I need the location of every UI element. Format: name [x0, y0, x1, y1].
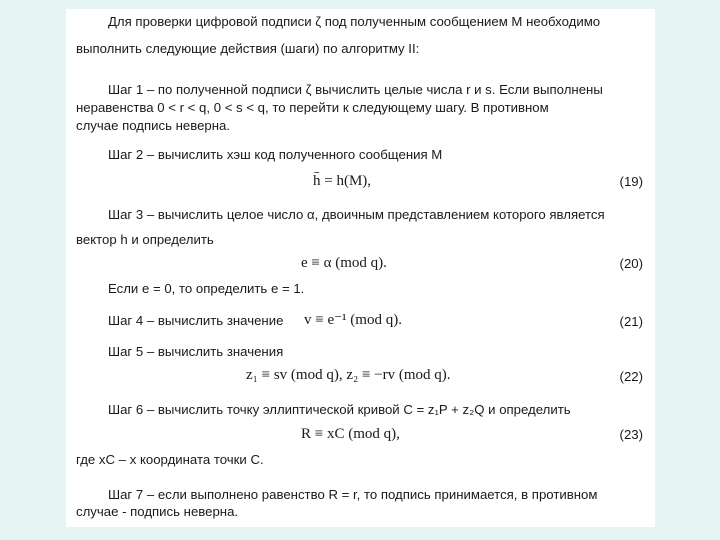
formula-19: h̄ = h(M),: [313, 173, 372, 189]
equation-number-23: (23): [619, 427, 643, 442]
equation-number-21: (21): [619, 314, 643, 329]
step3-line-1: Шаг 3 – вычислить целое число α, двоичным представлением которого является: [108, 207, 605, 222]
step6-text: Шаг 6 – вычислить точку эллиптической кривой C = z₁P + z₂Q и определить: [108, 402, 571, 417]
formula-23: R ≡ xC (mod q),: [301, 426, 400, 442]
formula-20: e ≡ α (mod q).: [301, 255, 387, 271]
formula-21: v ≡ e⁻¹ (mod q).: [304, 312, 402, 328]
document-page: [66, 9, 655, 527]
step1-line-2: неравенства 0 < r < q, 0 < s < q, то перейти к следующему шагу. В противном: [76, 100, 549, 115]
formula-22: z₁ ≡ sv (mod q), z₂ ≡ −rv (mod q).: [246, 367, 451, 383]
equation-number-22: (22): [619, 369, 643, 384]
step7-line-2: случае - подпись неверна.: [76, 504, 239, 519]
step1-line-3: случае подпись неверна.: [76, 118, 231, 133]
step3-note: Если e = 0, то определить e = 1.: [108, 281, 305, 296]
equation-number-20: (20): [619, 256, 643, 271]
step1-line-1: Шаг 1 – по полученной подписи ζ вычислить целые числа r и s. Если выполнены: [108, 82, 603, 97]
step5-text: Шаг 5 – вычислить значения: [108, 344, 284, 359]
step4-text: Шаг 4 – вычислить значение: [108, 313, 284, 328]
step7-line-1: Шаг 7 – если выполнено равенство R = r, то подпись принимается, в противном: [108, 487, 598, 502]
step2-text: Шаг 2 – вычислить хэш код полученного сообщения M: [108, 147, 443, 162]
intro-line-2: выполнить следующие действия (шаги) по алгоритму II:: [76, 41, 420, 56]
intro-line-1: Для проверки цифровой подписи ζ под полученным сообщением M необходимо: [108, 14, 601, 29]
step6-note: где xC – x координата точки C.: [76, 452, 264, 467]
equation-number-19: (19): [619, 174, 643, 189]
step3-line-2: вектор h и определить: [76, 232, 214, 247]
